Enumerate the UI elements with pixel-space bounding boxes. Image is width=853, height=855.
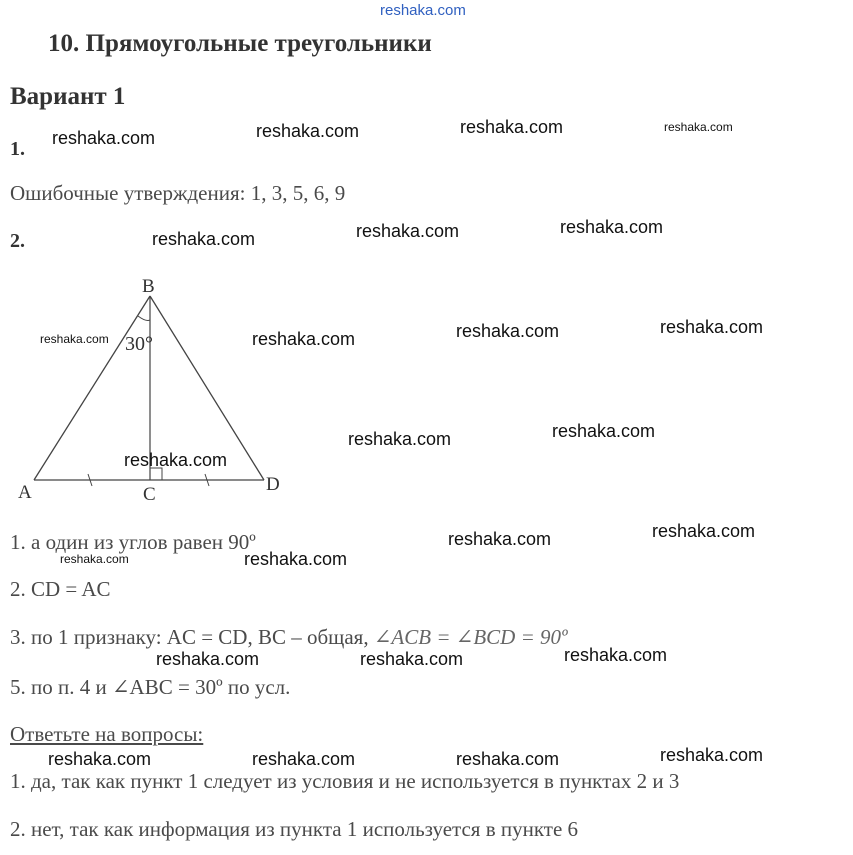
watermark: reshaka.com bbox=[456, 749, 560, 769]
site-header[interactable]: reshaka.com bbox=[380, 2, 466, 19]
watermark: reshaka.com bbox=[48, 749, 152, 769]
solution-line-3-text: 3. по 1 признаку: AC = CD, BC – общая, bbox=[10, 625, 369, 649]
label-a: A bbox=[18, 482, 32, 503]
questions-heading: Ответьте на вопросы: bbox=[10, 722, 204, 746]
answer-2: 2. нет, так как информация из пункта 1 используется в пункте 6 bbox=[10, 817, 579, 841]
watermark: reshaka.com bbox=[40, 332, 109, 346]
watermark: reshaka.com bbox=[460, 117, 564, 137]
angle-arc bbox=[138, 316, 150, 321]
solution-line-2: 2. CD = AC bbox=[10, 577, 111, 601]
watermark: reshaka.com bbox=[356, 221, 460, 241]
watermark: reshaka.com bbox=[252, 749, 356, 769]
watermark: reshaka.com bbox=[652, 521, 756, 541]
solution-line-3 bbox=[10, 625, 568, 650]
answer-1: 1. да, так как пункт 1 следует из условия и не используется в пунктах 2 и 3 bbox=[10, 769, 680, 793]
watermark: reshaka.com bbox=[124, 450, 228, 470]
watermark: reshaka.com bbox=[252, 329, 356, 349]
watermark: reshaka.com bbox=[256, 121, 360, 141]
task-1-number: 1. bbox=[10, 138, 25, 160]
solution-line-1: 1. а один из углов равен 90º bbox=[10, 530, 256, 554]
watermark: reshaka.com bbox=[660, 317, 764, 337]
watermark: reshaka.com bbox=[552, 421, 656, 441]
watermark: reshaka.com bbox=[564, 645, 668, 665]
watermark: reshaka.com bbox=[448, 529, 552, 549]
solution-line-3-math: ∠ACB = ∠BCD = 90º bbox=[373, 625, 568, 649]
label-c: C bbox=[143, 484, 156, 505]
solution-line-5: 5. по п. 4 и ∠ABC = 30º по усл. bbox=[10, 675, 291, 699]
watermark: reshaka.com bbox=[60, 552, 129, 566]
watermark: reshaka.com bbox=[664, 120, 733, 134]
watermark: reshaka.com bbox=[348, 429, 452, 449]
watermark: reshaka.com bbox=[52, 128, 156, 148]
watermark: reshaka.com bbox=[156, 649, 260, 669]
watermark: reshaka.com bbox=[456, 321, 560, 341]
angle-label: 30° bbox=[125, 333, 153, 355]
watermark: reshaka.com bbox=[244, 549, 348, 569]
label-d: D bbox=[266, 474, 280, 495]
watermark: reshaka.com bbox=[560, 217, 664, 237]
triangle-figure bbox=[0, 270, 320, 510]
watermark: reshaka.com bbox=[360, 649, 464, 669]
task-1-answer: Ошибочные утверждения: 1, 3, 5, 6, 9 bbox=[10, 181, 346, 205]
chapter-title: 10. Прямоугольные треугольники bbox=[48, 30, 432, 57]
label-b: B bbox=[142, 276, 155, 297]
task-2-number: 2. bbox=[10, 230, 25, 252]
watermark: reshaka.com bbox=[660, 745, 764, 765]
variant-title: Вариант 1 bbox=[10, 83, 126, 110]
watermark: reshaka.com bbox=[152, 229, 256, 249]
